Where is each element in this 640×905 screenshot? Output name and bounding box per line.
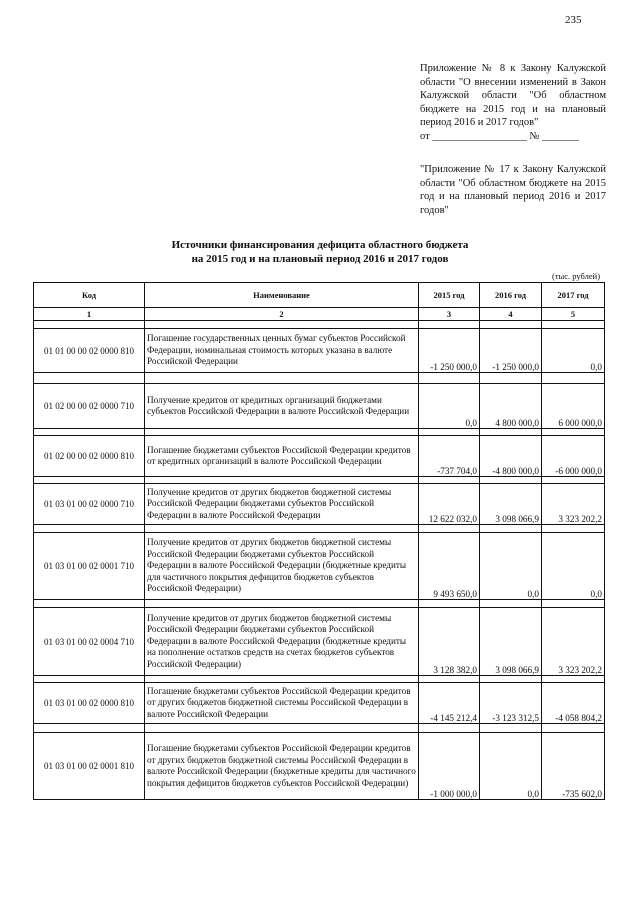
value-2016-cell: -4 800 000,0 [480, 436, 542, 477]
header-2016: 2016 год [480, 283, 542, 308]
financing-sources-table [33, 282, 605, 800]
value-2015-cell: 0,0 [419, 384, 480, 429]
spacer-cell [419, 724, 480, 733]
spacer-cell [480, 429, 542, 436]
value-2016-cell: 3 098 066,9 [480, 608, 542, 676]
table-row [34, 608, 605, 676]
column-number: 1 [34, 308, 145, 321]
spacer-cell [34, 321, 145, 329]
spacer-row [34, 429, 605, 436]
spacer-cell [542, 373, 605, 384]
header-2015: 2015 год [419, 283, 480, 308]
column-number: 5 [542, 308, 605, 321]
spacer-cell [480, 676, 542, 683]
spacer-cell [34, 600, 145, 608]
name-cell: Получение кредитов от других бюджетов бюджетной системы Российской Федерации бюджетами субъектов Российской Федерации в валюте Российской Федерации [145, 484, 419, 525]
spacer-row [34, 676, 605, 683]
table-row [34, 384, 605, 429]
spacer-cell [419, 676, 480, 683]
column-number: 2 [145, 308, 419, 321]
value-2015-cell: 12 622 032,0 [419, 484, 480, 525]
code-cell: 01 03 01 00 02 0001 810 [34, 733, 145, 800]
spacer-cell [145, 525, 419, 533]
table-row [34, 329, 605, 373]
header-code: Код [34, 283, 145, 308]
spacer-cell [145, 429, 419, 436]
value-2015-cell: -1 000 000,0 [419, 733, 480, 800]
spacer-cell [542, 429, 605, 436]
code-cell: 01 02 00 00 02 0000 810 [34, 436, 145, 477]
value-2016-cell: -3 123 312,5 [480, 683, 542, 724]
table-row [34, 733, 605, 800]
value-2015-cell: -4 145 212,4 [419, 683, 480, 724]
header-name: Наименование [145, 283, 419, 308]
name-cell: Погашение бюджетами субъектов Российской Федерации кредитов от кредитных организаций в валюте Российской Федерации [145, 436, 419, 477]
spacer-cell [419, 373, 480, 384]
spacer-cell [145, 600, 419, 608]
spacer-row [34, 600, 605, 608]
document-title [40, 238, 600, 266]
spacer-cell [480, 373, 542, 384]
column-number: 3 [419, 308, 480, 321]
spacer-cell [480, 525, 542, 533]
spacer-cell [542, 525, 605, 533]
name-cell: Получение кредитов от других бюджетов бюджетной системы Российской Федерации бюджетами субъектов Российской Федерации в валюте Российской Федерации (бюджетные кредиты для частичного покрытия дефицитов бюджетов субъектов Российской Федерации) [145, 533, 419, 600]
value-2015-cell: 3 128 382,0 [419, 608, 480, 676]
header-2017: 2017 год [542, 283, 605, 308]
spacer-cell [419, 600, 480, 608]
name-cell: Получение кредитов от других бюджетов бюджетной системы Российской Федерации бюджетами субъектов Российской Федерации в валюте Российской Федерации (бюджетные кредиты на пополнение остатков средств на счетах бюджетов субъектов Российской Федерации) [145, 608, 419, 676]
annex-8-date-line: от __________________ № _______ [420, 130, 579, 142]
value-2016-cell: 0,0 [480, 733, 542, 800]
spacer-cell [419, 525, 480, 533]
spacer-row [34, 373, 605, 384]
value-2017-cell: 6 000 000,0 [542, 384, 605, 429]
name-cell: Получение кредитов от кредитных организаций бюджетами субъектов Российской Федерации в валюте Российской Федерации [145, 384, 419, 429]
spacer-cell [419, 429, 480, 436]
spacer-cell [542, 600, 605, 608]
spacer-cell [145, 321, 419, 329]
spacer-cell [145, 724, 419, 733]
name-cell: Погашение бюджетами субъектов Российской Федерации кредитов от других бюджетов бюджетной системы Российской Федерации в валюте Российской Федерации (бюджетные кредиты для частичного покрытия дефицитов бюджетов субъектов Российской Федерации) [145, 733, 419, 800]
annex-8-text: Приложение № 8 к Закону Калужской области "О внесении изменений в Закон Калужской области "Об областном бюджете на 2015 год и на плановый период 2016 и 2017 годов" [420, 63, 606, 128]
spacer-cell [480, 321, 542, 329]
spacer-cell [419, 321, 480, 329]
annex-17-text: "Приложение № 17 к Закону Калужской области "Об областном бюджете на 2015 год и на плановый период 2016 и 2017 годов" [420, 164, 606, 216]
name-cell: Погашение бюджетами субъектов Российской Федерации кредитов от других бюджетов бюджетной системы Российской Федерации в валюте Российской Федерации [145, 683, 419, 724]
table-row [34, 436, 605, 477]
value-2017-cell: -735 602,0 [542, 733, 605, 800]
table-row [34, 683, 605, 724]
value-2017-cell: 0,0 [542, 533, 605, 600]
spacer-cell [34, 373, 145, 384]
code-cell: 01 03 01 00 02 0001 710 [34, 533, 145, 600]
code-cell: 01 03 01 00 02 0000 810 [34, 683, 145, 724]
spacer-cell [480, 600, 542, 608]
code-cell: 01 01 00 00 02 0000 810 [34, 329, 145, 373]
spacer-cell [542, 477, 605, 484]
spacer-row [34, 724, 605, 733]
table-row [34, 533, 605, 600]
spacer-cell [34, 429, 145, 436]
annex-17-note [420, 163, 606, 217]
value-2015-cell: -1 250 000,0 [419, 329, 480, 373]
spacer-row [34, 525, 605, 533]
spacer-cell [34, 724, 145, 733]
value-2016-cell: 0,0 [480, 533, 542, 600]
page-number: 235 [565, 14, 582, 26]
spacer-cell [34, 676, 145, 683]
name-cell: Погашение государственных ценных бумаг субъектов Российской Федерации, номинальная стоимость которых указана в валюте Российской Федерации [145, 329, 419, 373]
spacer-cell [480, 477, 542, 484]
spacer-row [34, 321, 605, 329]
title-line-2: на 2015 год и на плановый период 2016 и 2017 годов [191, 253, 449, 265]
value-2017-cell: 3 323 202,2 [542, 484, 605, 525]
spacer-cell [480, 724, 542, 733]
value-2015-cell: -737 704,0 [419, 436, 480, 477]
value-2017-cell: -6 000 000,0 [542, 436, 605, 477]
spacer-cell [542, 321, 605, 329]
code-cell: 01 03 01 00 02 0004 710 [34, 608, 145, 676]
code-cell: 01 02 00 00 02 0000 710 [34, 384, 145, 429]
spacer-row [34, 477, 605, 484]
table-body [34, 321, 605, 800]
value-2016-cell: 3 098 066,9 [480, 484, 542, 525]
value-2017-cell: -4 058 804,2 [542, 683, 605, 724]
value-2016-cell: 4 800 000,0 [480, 384, 542, 429]
annex-8-note [420, 62, 606, 143]
code-cell: 01 03 01 00 02 0000 710 [34, 484, 145, 525]
spacer-cell [419, 477, 480, 484]
value-2015-cell: 9 493 650,0 [419, 533, 480, 600]
spacer-cell [145, 373, 419, 384]
value-2017-cell: 0,0 [542, 329, 605, 373]
spacer-cell [542, 676, 605, 683]
units-label: (тыс. рублей) [552, 271, 601, 281]
spacer-cell [34, 525, 145, 533]
spacer-cell [145, 477, 419, 484]
value-2016-cell: -1 250 000,0 [480, 329, 542, 373]
column-number: 4 [480, 308, 542, 321]
table-row [34, 484, 605, 525]
spacer-cell [542, 724, 605, 733]
title-line-1: Источники финансирования дефицита областного бюджета [171, 239, 469, 251]
spacer-cell [145, 676, 419, 683]
value-2017-cell: 3 323 202,2 [542, 608, 605, 676]
spacer-cell [34, 477, 145, 484]
